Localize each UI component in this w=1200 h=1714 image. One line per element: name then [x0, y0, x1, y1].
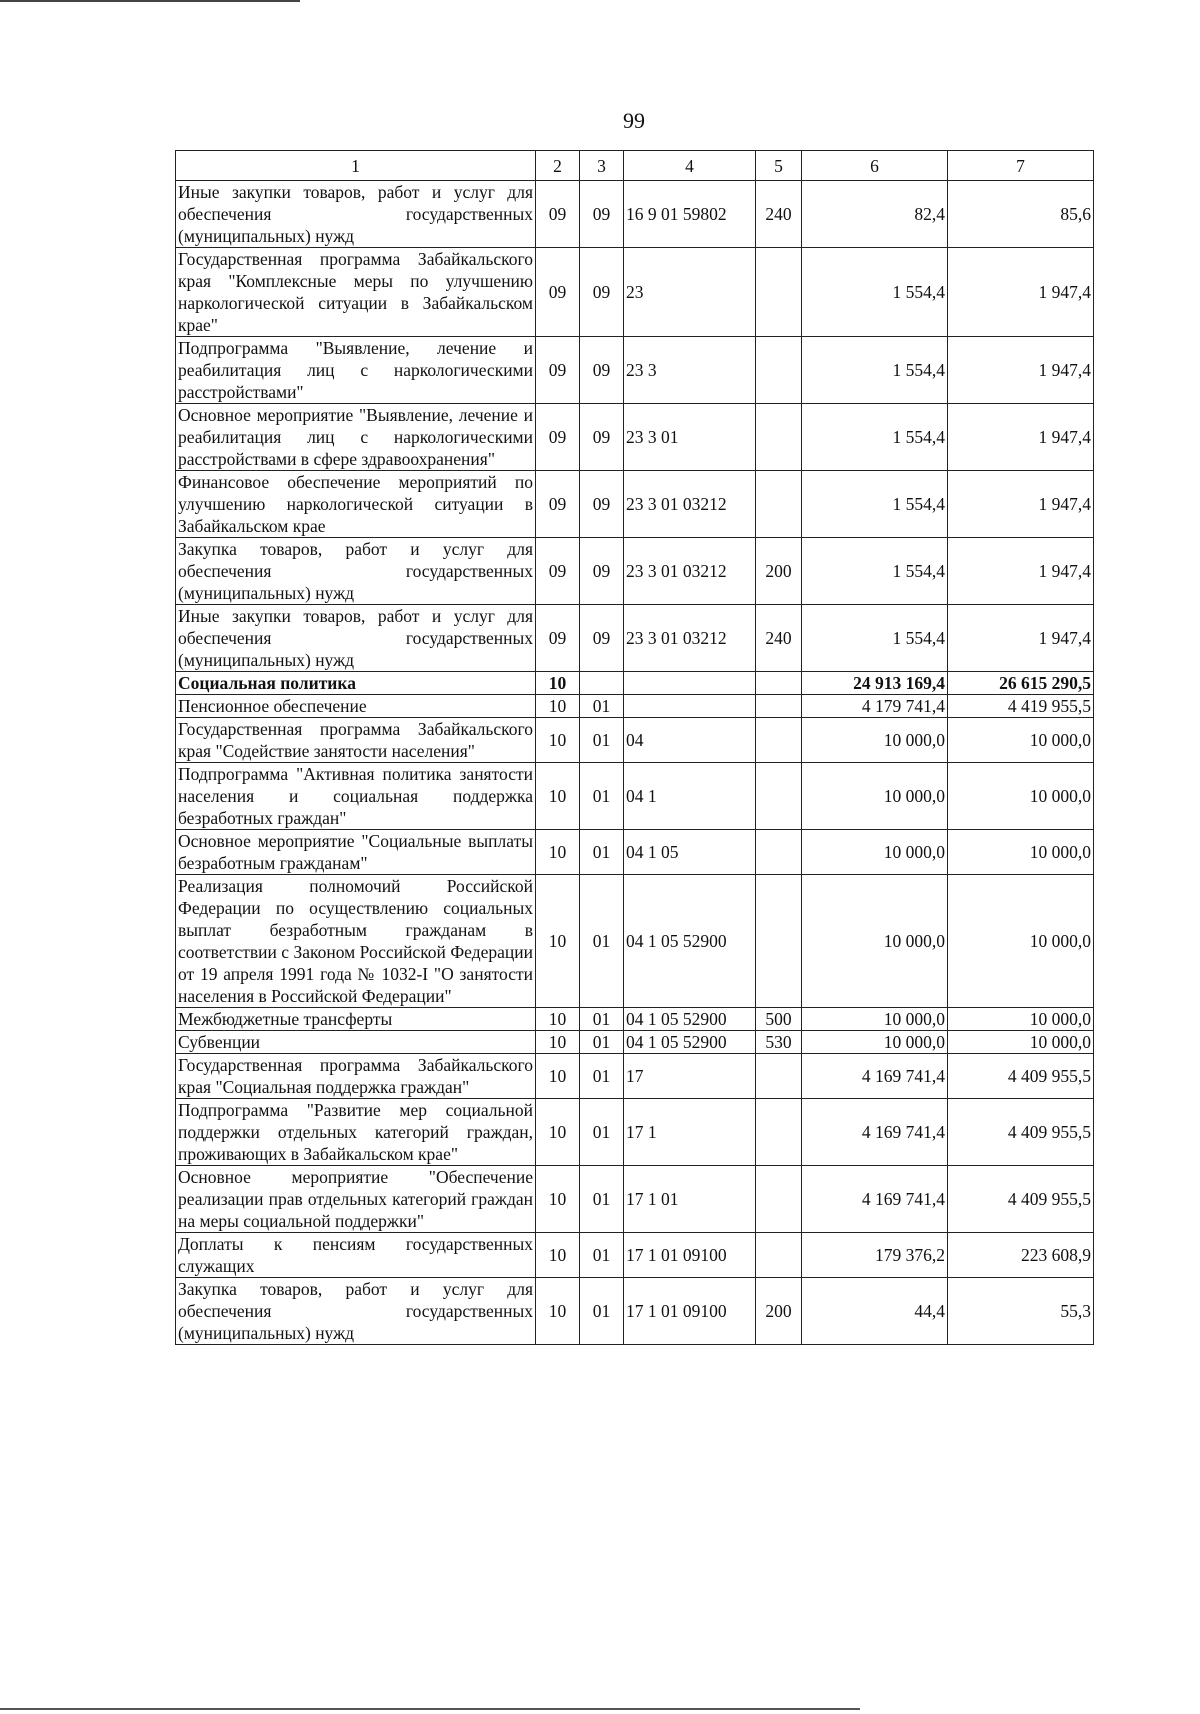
table-row [176, 1099, 1094, 1166]
target-article-cell: 23 3 01 [624, 404, 756, 471]
expense-type-cell [756, 404, 802, 471]
expense-type-cell [756, 718, 802, 763]
row-name-cell: Доплаты к пенсиям государственных служащих [176, 1233, 536, 1278]
section-code-cell: 09 [536, 471, 580, 538]
table-row [176, 181, 1094, 248]
amount-year1-cell: 44,4 [802, 1278, 948, 1345]
section-code-cell: 09 [536, 337, 580, 404]
target-article-cell: 04 1 [624, 763, 756, 830]
table-row [176, 672, 1094, 695]
amount-year2-cell: 1 947,4 [948, 248, 1094, 337]
target-article-cell: 23 3 [624, 337, 756, 404]
expense-type-cell: 200 [756, 538, 802, 605]
amount-year2-cell: 4 409 955,5 [948, 1099, 1094, 1166]
amount-year2-cell: 1 947,4 [948, 337, 1094, 404]
section-code-cell: 10 [536, 1166, 580, 1233]
subsection-code-cell: 09 [580, 248, 624, 337]
subsection-code-cell: 01 [580, 695, 624, 718]
amount-year2-cell: 4 419 955,5 [948, 695, 1094, 718]
amount-year2-cell: 1 947,4 [948, 538, 1094, 605]
expense-type-cell [756, 875, 802, 1008]
page-number: 99 [623, 108, 645, 133]
expense-type-cell: 200 [756, 1278, 802, 1345]
section-code-cell: 10 [536, 763, 580, 830]
target-article-cell: 04 1 05 52900 [624, 1008, 756, 1031]
amount-year1-cell: 1 554,4 [802, 471, 948, 538]
expense-type-cell [756, 337, 802, 404]
amount-year1-cell: 10 000,0 [802, 830, 948, 875]
section-code-cell: 10 [536, 718, 580, 763]
row-name-cell: Подпрограмма "Развитие мер социальной поддержки отдельных категорий граждан, проживающих в Забайкальском крае" [176, 1099, 536, 1166]
column-header: 1 [176, 151, 536, 181]
table-row [176, 404, 1094, 471]
target-article-cell: 23 3 01 03212 [624, 538, 756, 605]
amount-year1-cell: 1 554,4 [802, 538, 948, 605]
expense-type-cell: 240 [756, 605, 802, 672]
row-name-cell: Межбюджетные трансферты [176, 1008, 536, 1031]
section-code-cell: 10 [536, 1278, 580, 1345]
section-code-cell: 09 [536, 538, 580, 605]
section-code-cell: 10 [536, 830, 580, 875]
table-row [176, 471, 1094, 538]
table-row [176, 763, 1094, 830]
section-code-cell: 09 [536, 248, 580, 337]
row-name-cell: Реализация полномочий Российской Федерации по осуществлению социальных выплат безработным гражданам в соответствии с Законом Российской Федерации от 19 апреля 1991 года № 1032-I "О занятости населения в Российской Федерации" [176, 875, 536, 1008]
section-code-cell: 09 [536, 404, 580, 471]
amount-year1-cell: 4 179 741,4 [802, 695, 948, 718]
expense-type-cell [756, 1054, 802, 1099]
expense-type-cell [756, 763, 802, 830]
table-row [176, 248, 1094, 337]
section-code-cell: 09 [536, 181, 580, 248]
table-row [176, 1054, 1094, 1099]
subsection-code-cell: 01 [580, 1031, 624, 1054]
table-row [176, 1233, 1094, 1278]
row-name-cell: Закупка товаров, работ и услуг для обеспечения государственных (муниципальных) нужд [176, 1278, 536, 1345]
table-row [176, 875, 1094, 1008]
section-code-cell: 10 [536, 1031, 580, 1054]
section-code-cell: 10 [536, 875, 580, 1008]
scan-edge-top [0, 0, 300, 2]
table-row [176, 1008, 1094, 1031]
subsection-code-cell: 01 [580, 1166, 624, 1233]
row-name-cell: Финансовое обеспечение мероприятий по улучшению наркологической ситуации в Забайкальском крае [176, 471, 536, 538]
amount-year1-cell: 1 554,4 [802, 248, 948, 337]
subsection-code-cell: 01 [580, 1008, 624, 1031]
column-header: 3 [580, 151, 624, 181]
section-code-cell: 10 [536, 1008, 580, 1031]
row-name-cell: Подпрограмма "Активная политика занятости населения и социальная поддержка безработных граждан" [176, 763, 536, 830]
table-row [176, 695, 1094, 718]
section-code-cell: 10 [536, 672, 580, 695]
expense-type-cell: 530 [756, 1031, 802, 1054]
target-article-cell: 04 1 05 52900 [624, 1031, 756, 1054]
amount-year1-cell: 10 000,0 [802, 1008, 948, 1031]
subsection-code-cell: 09 [580, 181, 624, 248]
expense-type-cell [756, 1233, 802, 1278]
subsection-code-cell: 01 [580, 1233, 624, 1278]
target-article-cell: 17 1 [624, 1099, 756, 1166]
section-code-cell: 10 [536, 1099, 580, 1166]
table-row [176, 1031, 1094, 1054]
amount-year2-cell: 223 608,9 [948, 1233, 1094, 1278]
expense-type-cell [756, 672, 802, 695]
row-name-cell: Субвенции [176, 1031, 536, 1054]
amount-year2-cell: 4 409 955,5 [948, 1054, 1094, 1099]
amount-year2-cell: 10 000,0 [948, 830, 1094, 875]
amount-year2-cell: 26 615 290,5 [948, 672, 1094, 695]
amount-year2-cell: 1 947,4 [948, 471, 1094, 538]
scan-edge-bottom [0, 1708, 860, 1710]
amount-year2-cell: 10 000,0 [948, 1008, 1094, 1031]
amount-year2-cell: 10 000,0 [948, 875, 1094, 1008]
subsection-code-cell: 09 [580, 605, 624, 672]
amount-year2-cell: 10 000,0 [948, 1031, 1094, 1054]
amount-year2-cell: 10 000,0 [948, 763, 1094, 830]
row-name-cell: Основное мероприятие "Обеспечение реализации прав отдельных категорий граждан на меры социальной поддержки" [176, 1166, 536, 1233]
column-header: 2 [536, 151, 580, 181]
column-header: 7 [948, 151, 1094, 181]
column-header: 5 [756, 151, 802, 181]
row-name-cell: Подпрограмма "Выявление, лечение и реабилитация лиц с наркологическими расстройствами" [176, 337, 536, 404]
row-name-cell: Основное мероприятие "Социальные выплаты безработным гражданам" [176, 830, 536, 875]
section-code-cell: 10 [536, 1054, 580, 1099]
table-row [176, 830, 1094, 875]
row-name-cell: Иные закупки товаров, работ и услуг для обеспечения государственных (муниципальных) нужд [176, 181, 536, 248]
expense-type-cell [756, 695, 802, 718]
amount-year1-cell: 10 000,0 [802, 763, 948, 830]
expense-type-cell: 500 [756, 1008, 802, 1031]
target-article-cell: 04 [624, 718, 756, 763]
budget-table [175, 150, 1094, 1345]
amount-year1-cell: 1 554,4 [802, 404, 948, 471]
target-article-cell: 23 3 01 03212 [624, 605, 756, 672]
table-body [176, 181, 1094, 1345]
row-name-cell: Государственная программа Забайкальского края "Социальная поддержка граждан" [176, 1054, 536, 1099]
amount-year1-cell: 82,4 [802, 181, 948, 248]
amount-year1-cell: 10 000,0 [802, 718, 948, 763]
row-name-cell: Социальная политика [176, 672, 536, 695]
target-article-cell: 17 1 01 09100 [624, 1278, 756, 1345]
subsection-code-cell: 01 [580, 1099, 624, 1166]
amount-year1-cell: 1 554,4 [802, 337, 948, 404]
subsection-code-cell: 01 [580, 1054, 624, 1099]
subsection-code-cell: 09 [580, 404, 624, 471]
subsection-code-cell: 09 [580, 337, 624, 404]
expense-type-cell: 240 [756, 181, 802, 248]
subsection-code-cell [580, 672, 624, 695]
target-article-cell: 23 [624, 248, 756, 337]
subsection-code-cell: 09 [580, 471, 624, 538]
amount-year2-cell: 4 409 955,5 [948, 1166, 1094, 1233]
amount-year1-cell: 4 169 741,4 [802, 1166, 948, 1233]
target-article-cell: 04 1 05 [624, 830, 756, 875]
amount-year1-cell: 10 000,0 [802, 875, 948, 1008]
target-article-cell: 17 1 01 09100 [624, 1233, 756, 1278]
expense-type-cell [756, 248, 802, 337]
section-code-cell: 10 [536, 695, 580, 718]
column-header: 4 [624, 151, 756, 181]
target-article-cell: 04 1 05 52900 [624, 875, 756, 1008]
column-header: 6 [802, 151, 948, 181]
table-row [176, 1166, 1094, 1233]
table-row [176, 605, 1094, 672]
amount-year1-cell: 4 169 741,4 [802, 1054, 948, 1099]
expense-type-cell [756, 471, 802, 538]
amount-year1-cell: 179 376,2 [802, 1233, 948, 1278]
target-article-cell [624, 672, 756, 695]
target-article-cell: 16 9 01 59802 [624, 181, 756, 248]
subsection-code-cell: 09 [580, 538, 624, 605]
row-name-cell: Пенсионное обеспечение [176, 695, 536, 718]
amount-year2-cell: 1 947,4 [948, 605, 1094, 672]
amount-year2-cell: 10 000,0 [948, 718, 1094, 763]
row-name-cell: Закупка товаров, работ и услуг для обеспечения государственных (муниципальных) нужд [176, 538, 536, 605]
row-name-cell: Государственная программа Забайкальского края "Содействие занятости населения" [176, 718, 536, 763]
amount-year1-cell: 24 913 169,4 [802, 672, 948, 695]
row-name-cell: Иные закупки товаров, работ и услуг для обеспечения государственных (муниципальных) нужд [176, 605, 536, 672]
amount-year1-cell: 1 554,4 [802, 605, 948, 672]
subsection-code-cell: 01 [580, 830, 624, 875]
amount-year1-cell: 4 169 741,4 [802, 1099, 948, 1166]
target-article-cell [624, 695, 756, 718]
subsection-code-cell: 01 [580, 763, 624, 830]
amount-year1-cell: 10 000,0 [802, 1031, 948, 1054]
amount-year2-cell: 1 947,4 [948, 404, 1094, 471]
table-row [176, 538, 1094, 605]
subsection-code-cell: 01 [580, 1278, 624, 1345]
subsection-code-cell: 01 [580, 875, 624, 1008]
header-row [176, 151, 1094, 181]
expense-type-cell [756, 1166, 802, 1233]
row-name-cell: Государственная программа Забайкальского края "Комплексные меры по улучшению наркологической ситуации в Забайкальском крае" [176, 248, 536, 337]
table-row [176, 1278, 1094, 1345]
subsection-code-cell: 01 [580, 718, 624, 763]
target-article-cell: 17 1 01 [624, 1166, 756, 1233]
amount-year2-cell: 85,6 [948, 181, 1094, 248]
amount-year2-cell: 55,3 [948, 1278, 1094, 1345]
section-code-cell: 09 [536, 605, 580, 672]
table-row [176, 718, 1094, 763]
section-code-cell: 10 [536, 1233, 580, 1278]
table-row [176, 337, 1094, 404]
target-article-cell: 23 3 01 03212 [624, 471, 756, 538]
expense-type-cell [756, 830, 802, 875]
target-article-cell: 17 [624, 1054, 756, 1099]
expense-type-cell [756, 1099, 802, 1166]
row-name-cell: Основное мероприятие "Выявление, лечение и реабилитация лиц с наркологическими расстройствами в сфере здравоохранения" [176, 404, 536, 471]
